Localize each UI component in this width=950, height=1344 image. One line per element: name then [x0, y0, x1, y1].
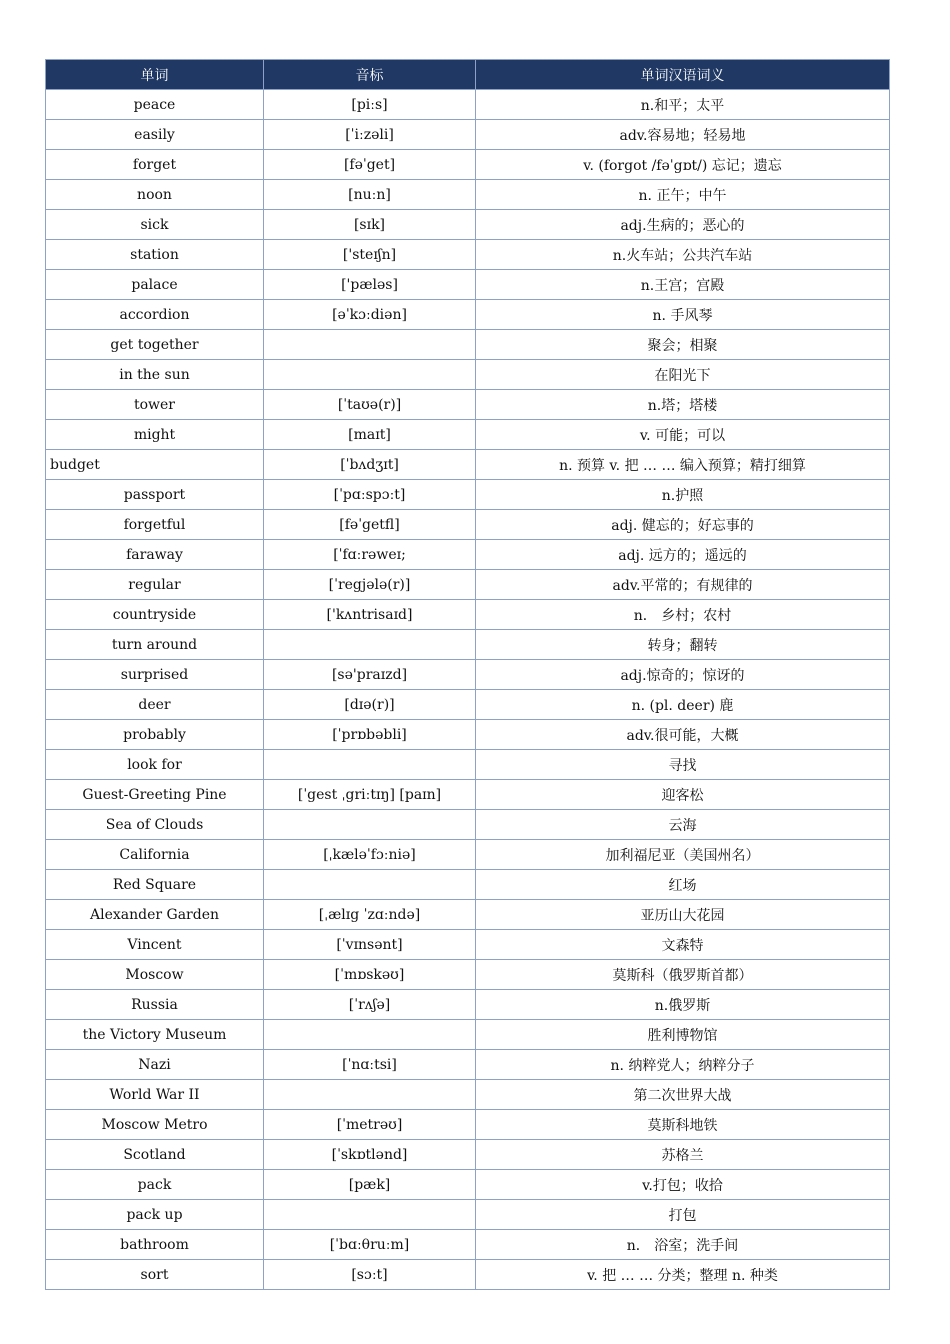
table-row: [46, 1050, 890, 1080]
cell-meaning: n. 手风琴: [476, 300, 890, 330]
cell-word: noon: [46, 180, 264, 210]
table-row: [46, 690, 890, 720]
cell-phonetic: [sɔːt]: [264, 1260, 476, 1290]
cell-phonetic: [ˈmɒskəʊ]: [264, 960, 476, 990]
cell-phonetic: [nuːn]: [264, 180, 476, 210]
cell-phonetic: [ˈnɑːtsi]: [264, 1050, 476, 1080]
cell-phonetic: [264, 870, 476, 900]
cell-meaning: n. (pl. deer) 鹿: [476, 690, 890, 720]
cell-word: Alexander Garden: [46, 900, 264, 930]
cell-word: Russia: [46, 990, 264, 1020]
cell-phonetic: [pæk]: [264, 1170, 476, 1200]
table-row: [46, 240, 890, 270]
cell-meaning: 苏格兰: [476, 1140, 890, 1170]
table-row: [46, 570, 890, 600]
cell-meaning: adj.生病的；恶心的: [476, 210, 890, 240]
cell-word: Vincent: [46, 930, 264, 960]
cell-phonetic: [ˈskɒtlənd]: [264, 1140, 476, 1170]
cell-meaning: v. (forgot /fəˈgɒt/) 忘记；遗忘: [476, 150, 890, 180]
cell-phonetic: [sɪk]: [264, 210, 476, 240]
cell-word: Sea of Clouds: [46, 810, 264, 840]
cell-word: pack up: [46, 1200, 264, 1230]
header-meaning: 单词汉语词义: [476, 60, 890, 90]
cell-word: pack: [46, 1170, 264, 1200]
cell-phonetic: [264, 330, 476, 360]
table-row: [46, 720, 890, 750]
cell-phonetic: [ˈfɑːrəweɪ;: [264, 540, 476, 570]
table-row: [46, 600, 890, 630]
cell-phonetic: ['pæləs]: [264, 270, 476, 300]
cell-meaning: adj. 远方的；遥远的: [476, 540, 890, 570]
cell-phonetic: [264, 750, 476, 780]
table-row: [46, 900, 890, 930]
cell-word: Red Square: [46, 870, 264, 900]
cell-word: accordion: [46, 300, 264, 330]
cell-word: get together: [46, 330, 264, 360]
cell-word: turn around: [46, 630, 264, 660]
cell-word: tower: [46, 390, 264, 420]
cell-meaning: 亚历山大花园: [476, 900, 890, 930]
cell-word: forget: [46, 150, 264, 180]
table-row: [46, 870, 890, 900]
cell-meaning: 胜利博物馆: [476, 1020, 890, 1050]
table-row: [46, 330, 890, 360]
table-row: [46, 660, 890, 690]
cell-phonetic: [264, 810, 476, 840]
cell-meaning: 莫斯科（俄罗斯首都）: [476, 960, 890, 990]
cell-phonetic: [fəˈgetfl]: [264, 510, 476, 540]
cell-word: World War II: [46, 1080, 264, 1110]
header-row: [46, 60, 890, 90]
vocabulary-table: [45, 59, 890, 1290]
cell-phonetic: [ˈregjələ(r)]: [264, 570, 476, 600]
table-row: [46, 300, 890, 330]
cell-meaning: 第二次世界大战: [476, 1080, 890, 1110]
table-row: [46, 930, 890, 960]
table-row: [46, 1170, 890, 1200]
table-row: [46, 210, 890, 240]
table-row: [46, 1020, 890, 1050]
header-word: 单词: [46, 60, 264, 90]
cell-phonetic: [ˈprɒbəbli]: [264, 720, 476, 750]
cell-meaning: 寻找: [476, 750, 890, 780]
cell-phonetic: [sə'praɪzd]: [264, 660, 476, 690]
cell-meaning: adj. 健忘的；好忘事的: [476, 510, 890, 540]
table-row: [46, 960, 890, 990]
cell-word: California: [46, 840, 264, 870]
table-row: [46, 120, 890, 150]
table-row: [46, 810, 890, 840]
cell-phonetic: [264, 360, 476, 390]
table-row: [46, 540, 890, 570]
cell-phonetic: ['kʌntrisaɪd]: [264, 600, 476, 630]
table-row: [46, 390, 890, 420]
cell-phonetic: ['steɪʃn]: [264, 240, 476, 270]
cell-phonetic: [264, 1200, 476, 1230]
cell-word: Nazi: [46, 1050, 264, 1080]
cell-phonetic: [ˈpɑːspɔːt]: [264, 480, 476, 510]
table-row: [46, 360, 890, 390]
cell-word: the Victory Museum: [46, 1020, 264, 1050]
cell-word: probably: [46, 720, 264, 750]
cell-phonetic: [ˌælɪg ˈzɑːndə]: [264, 900, 476, 930]
cell-meaning: n.俄罗斯: [476, 990, 890, 1020]
cell-word: regular: [46, 570, 264, 600]
cell-word: passport: [46, 480, 264, 510]
cell-word: station: [46, 240, 264, 270]
cell-meaning: n.王宫；宫殿: [476, 270, 890, 300]
cell-meaning: n． 乡村；农村: [476, 600, 890, 630]
cell-phonetic: [əˈkɔːdiən]: [264, 300, 476, 330]
cell-phonetic: [264, 630, 476, 660]
cell-meaning: n. 预算 v. 把 … … 编入预算；精打细算: [476, 450, 890, 480]
cell-meaning: adv.很可能，大概: [476, 720, 890, 750]
cell-meaning: n.和平；太平: [476, 90, 890, 120]
table-row: [46, 990, 890, 1020]
table-row: [46, 1260, 890, 1290]
cell-meaning: 文森特: [476, 930, 890, 960]
table-row: [46, 180, 890, 210]
cell-meaning: n.护照: [476, 480, 890, 510]
cell-word: palace: [46, 270, 264, 300]
cell-word: Scotland: [46, 1140, 264, 1170]
cell-phonetic: [ˈbɑːθruːm]: [264, 1230, 476, 1260]
cell-phonetic: [264, 1020, 476, 1050]
cell-phonetic: [dɪə(r)]: [264, 690, 476, 720]
cell-word: look for: [46, 750, 264, 780]
cell-meaning: n. 正午；中午: [476, 180, 890, 210]
cell-meaning: 莫斯科地铁: [476, 1110, 890, 1140]
cell-word: in the sun: [46, 360, 264, 390]
table-row: [46, 1200, 890, 1230]
cell-phonetic: [ˈmetrəʊ]: [264, 1110, 476, 1140]
cell-word: Moscow Metro: [46, 1110, 264, 1140]
table-row: [46, 1140, 890, 1170]
cell-phonetic: [ˈvɪnsənt]: [264, 930, 476, 960]
cell-word: faraway: [46, 540, 264, 570]
cell-phonetic: [ˈgest ˌgriːtɪŋ] [paɪn]: [264, 780, 476, 810]
cell-meaning: 加利福尼亚（美国州名）: [476, 840, 890, 870]
cell-meaning: v. 把 … … 分类；整理 n. 种类: [476, 1260, 890, 1290]
cell-word: easily: [46, 120, 264, 150]
table-row: [46, 1110, 890, 1140]
cell-word: Moscow: [46, 960, 264, 990]
cell-word: budget: [46, 450, 264, 480]
cell-meaning: 在阳光下: [476, 360, 890, 390]
cell-meaning: 迎客松: [476, 780, 890, 810]
cell-meaning: adv.容易地；轻易地: [476, 120, 890, 150]
cell-meaning: v. 可能；可以: [476, 420, 890, 450]
cell-meaning: n.塔；塔楼: [476, 390, 890, 420]
table-row: [46, 780, 890, 810]
table-row: [46, 1230, 890, 1260]
table-row: [46, 270, 890, 300]
cell-word: sort: [46, 1260, 264, 1290]
cell-meaning: adj.惊奇的；惊讶的: [476, 660, 890, 690]
cell-word: sick: [46, 210, 264, 240]
cell-word: countryside: [46, 600, 264, 630]
table-row: [46, 90, 890, 120]
table-row: [46, 150, 890, 180]
table-row: [46, 750, 890, 780]
cell-meaning: 转身；翻转: [476, 630, 890, 660]
cell-word: peace: [46, 90, 264, 120]
cell-phonetic: [maɪt]: [264, 420, 476, 450]
cell-meaning: v.打包；收拾: [476, 1170, 890, 1200]
cell-phonetic: [ˈiːzəli]: [264, 120, 476, 150]
table-row: [46, 450, 890, 480]
cell-word: bathroom: [46, 1230, 264, 1260]
table-row: [46, 510, 890, 540]
header-phonetic: 音标: [264, 60, 476, 90]
cell-meaning: 云海: [476, 810, 890, 840]
cell-word: Guest-Greeting Pine: [46, 780, 264, 810]
table-row: [46, 480, 890, 510]
cell-meaning: n. 纳粹党人；纳粹分子: [476, 1050, 890, 1080]
cell-meaning: adv.平常的；有规律的: [476, 570, 890, 600]
table-row: [46, 630, 890, 660]
cell-phonetic: [ˈbʌdʒɪt]: [264, 450, 476, 480]
cell-meaning: 打包: [476, 1200, 890, 1230]
cell-word: surprised: [46, 660, 264, 690]
cell-phonetic: [piːs]: [264, 90, 476, 120]
table-row: [46, 1080, 890, 1110]
table-row: [46, 840, 890, 870]
cell-phonetic: [fəˈget]: [264, 150, 476, 180]
cell-meaning: n.火车站；公共汽车站: [476, 240, 890, 270]
cell-phonetic: [ˌkæləˈfɔːniə]: [264, 840, 476, 870]
cell-phonetic: [ˈrʌʃə]: [264, 990, 476, 1020]
cell-word: might: [46, 420, 264, 450]
table-row: [46, 420, 890, 450]
cell-meaning: n． 浴室；洗手间: [476, 1230, 890, 1260]
cell-meaning: 红场: [476, 870, 890, 900]
cell-phonetic: [ˈtaʊə(r)]: [264, 390, 476, 420]
cell-meaning: 聚会；相聚: [476, 330, 890, 360]
cell-word: forgetful: [46, 510, 264, 540]
cell-word: deer: [46, 690, 264, 720]
cell-phonetic: [264, 1080, 476, 1110]
